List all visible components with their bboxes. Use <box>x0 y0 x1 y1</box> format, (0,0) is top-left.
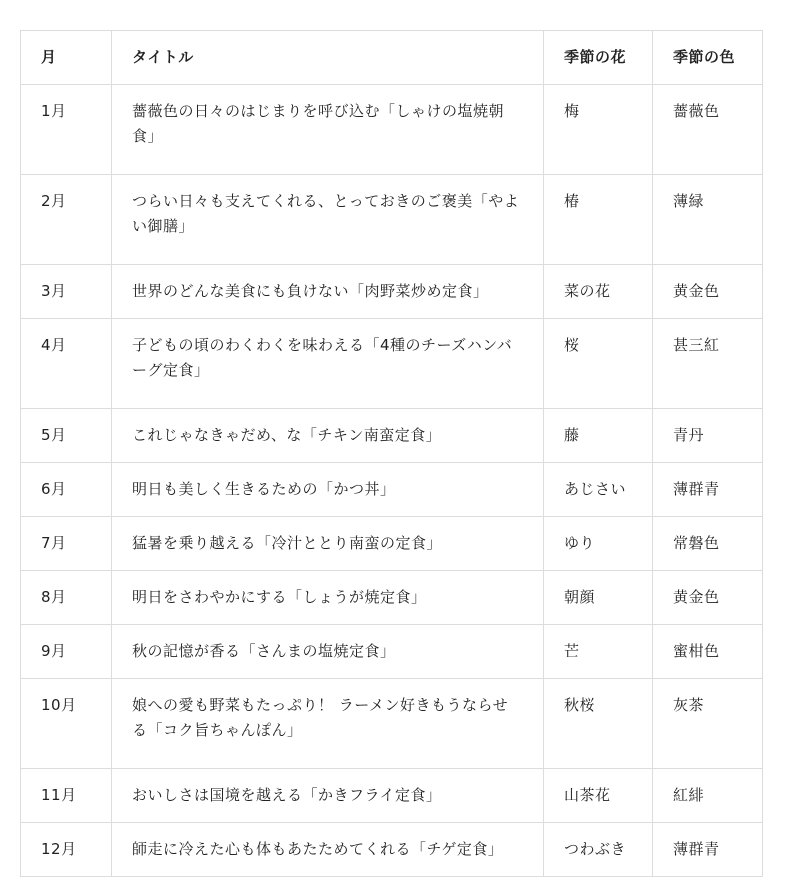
cell-color: 灰茶 <box>653 679 763 769</box>
cell-flower: 秋桜 <box>544 679 653 769</box>
cell-month: 8月 <box>21 571 112 625</box>
cell-flower: 朝顔 <box>544 571 653 625</box>
cell-color: 青丹 <box>653 409 763 463</box>
cell-color: 薄群青 <box>653 463 763 517</box>
cell-color: 紅緋 <box>653 769 763 823</box>
cell-flower: 芒 <box>544 625 653 679</box>
monthly-menu-table-container <box>20 30 762 877</box>
cell-color: 薄群青 <box>653 823 763 877</box>
table-row <box>21 571 763 625</box>
cell-title: 世界のどんな美食にも負けない「肉野菜炒め定食」 <box>112 265 544 319</box>
table-row <box>21 625 763 679</box>
table-row <box>21 463 763 517</box>
cell-title: 明日も美しく生きるための「かつ丼」 <box>112 463 544 517</box>
table-body <box>21 85 763 877</box>
cell-title: 薔薇色の日々のはじまりを呼び込む「しゃけの塩焼朝食」 <box>112 85 544 175</box>
table-row <box>21 85 763 175</box>
header-month: 月 <box>21 31 112 85</box>
cell-color: 蜜柑色 <box>653 625 763 679</box>
cell-month: 2月 <box>21 175 112 265</box>
cell-flower: ゆり <box>544 517 653 571</box>
cell-month: 11月 <box>21 769 112 823</box>
table-row <box>21 409 763 463</box>
monthly-menu-table <box>20 30 763 877</box>
table-header <box>21 31 763 85</box>
cell-title: これじゃなきゃだめ、な「チキン南蛮定食」 <box>112 409 544 463</box>
cell-title: 師走に冷えた心も体もあたためてくれる「チゲ定食」 <box>112 823 544 877</box>
cell-flower: 梅 <box>544 85 653 175</box>
table-row <box>21 319 763 409</box>
cell-title: 明日をさわやかにする「しょうが焼定食」 <box>112 571 544 625</box>
cell-flower: 藤 <box>544 409 653 463</box>
cell-month: 3月 <box>21 265 112 319</box>
cell-title: 娘への愛も野菜もたっぷり！ ラーメン好きもうならせる「コク旨ちゃんぽん」 <box>112 679 544 769</box>
cell-month: 1月 <box>21 85 112 175</box>
table-row <box>21 823 763 877</box>
cell-flower: 菜の花 <box>544 265 653 319</box>
cell-month: 4月 <box>21 319 112 409</box>
table-row <box>21 517 763 571</box>
cell-flower: 桜 <box>544 319 653 409</box>
cell-month: 12月 <box>21 823 112 877</box>
cell-color: 薄緑 <box>653 175 763 265</box>
cell-color: 黄金色 <box>653 571 763 625</box>
cell-title: 子どもの頃のわくわくを味わえる「4種のチーズハンバーグ定食」 <box>112 319 544 409</box>
cell-flower: つわぶき <box>544 823 653 877</box>
table-row <box>21 769 763 823</box>
header-title: タイトル <box>112 31 544 85</box>
cell-month: 10月 <box>21 679 112 769</box>
table-row <box>21 175 763 265</box>
cell-color: 黄金色 <box>653 265 763 319</box>
header-row <box>21 31 763 85</box>
cell-color: 甚三紅 <box>653 319 763 409</box>
table-row <box>21 679 763 769</box>
cell-month: 6月 <box>21 463 112 517</box>
header-flower: 季節の花 <box>544 31 653 85</box>
cell-title: つらい日々も支えてくれる、とっておきのご褒美「やよい御膳」 <box>112 175 544 265</box>
cell-flower: あじさい <box>544 463 653 517</box>
cell-color: 薔薇色 <box>653 85 763 175</box>
cell-title: 秋の記憶が香る「さんまの塩焼定食」 <box>112 625 544 679</box>
cell-flower: 椿 <box>544 175 653 265</box>
table-row <box>21 265 763 319</box>
cell-flower: 山茶花 <box>544 769 653 823</box>
cell-month: 5月 <box>21 409 112 463</box>
cell-title: 猛暑を乗り越える「冷汁ととり南蛮の定食」 <box>112 517 544 571</box>
cell-title: おいしさは国境を越える「かきフライ定食」 <box>112 769 544 823</box>
cell-month: 7月 <box>21 517 112 571</box>
header-color: 季節の色 <box>653 31 763 85</box>
cell-color: 常磐色 <box>653 517 763 571</box>
cell-month: 9月 <box>21 625 112 679</box>
